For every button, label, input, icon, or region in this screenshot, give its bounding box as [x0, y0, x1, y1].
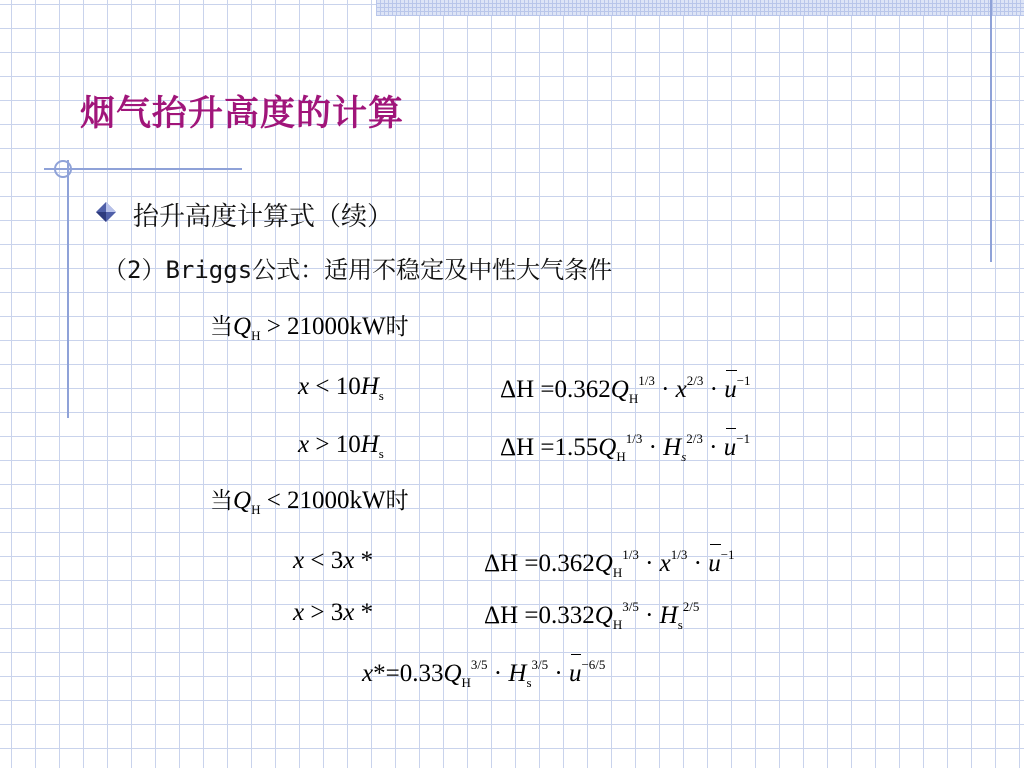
diamond-bullet-icon — [95, 201, 117, 223]
dot: · — [487, 660, 509, 687]
q-sup: 3/5 — [622, 599, 639, 614]
dot: · — [687, 550, 709, 577]
var-x-star: x — [343, 599, 355, 626]
q-sup: 1/3 — [622, 547, 639, 562]
dot: · — [638, 602, 660, 629]
operator: > 3 — [304, 599, 344, 626]
lhs: ΔH — [484, 550, 519, 577]
subscript-h: H — [251, 502, 261, 517]
row1-condition — [298, 374, 384, 402]
section-subtitle: 抬升高度计算式（续） — [133, 202, 394, 232]
q-sub: H — [461, 675, 471, 690]
row5-equation — [362, 658, 605, 689]
var-x: x — [298, 431, 310, 458]
var2-sup: 2/3 — [686, 431, 703, 446]
u-sup: −1 — [736, 431, 751, 446]
u-sup: −1 — [736, 373, 751, 388]
lhs: ΔH — [500, 376, 535, 403]
q-sub: H — [616, 449, 626, 464]
var2-sup: 3/5 — [531, 657, 549, 672]
q-sub: H — [628, 391, 639, 406]
row3-condition — [293, 548, 373, 573]
subscript-h: H — [251, 328, 261, 343]
var-q: Q — [594, 602, 613, 629]
operator: < 10 — [309, 373, 361, 400]
var-2: H — [508, 660, 527, 687]
coefficient: =1.55 — [534, 434, 599, 461]
var2-sup: 2/3 — [686, 373, 704, 388]
operator: > 10 — [309, 431, 361, 458]
dot: · — [703, 376, 725, 403]
var-x: x — [293, 547, 305, 574]
condition-suffix: 时 — [385, 488, 409, 514]
right-decor-line — [990, 0, 992, 262]
var-x: x — [298, 373, 310, 400]
condition-prefix: 当 — [210, 314, 233, 340]
var2-sub: s — [681, 449, 687, 464]
left-decor-line — [67, 160, 69, 418]
symbol-q: Q — [233, 487, 252, 514]
row4-equation — [484, 600, 699, 631]
var2-sup: 2/5 — [682, 599, 700, 614]
q-sup: 3/5 — [470, 657, 488, 672]
coefficient: =0.332 — [518, 602, 595, 629]
q-sup: 1/3 — [638, 373, 655, 388]
row1-equation — [500, 374, 751, 405]
var-u-bar: u — [723, 434, 737, 461]
var-h: H — [360, 373, 379, 400]
top-decor-band — [376, 0, 1024, 16]
dot: · — [642, 434, 664, 461]
coefficient: =0.362 — [534, 376, 611, 403]
q-sup: 1/3 — [625, 431, 643, 446]
formula-description: （2）Briggs公式：适用不稳定及中性大气条件 — [103, 256, 613, 284]
condition-operator: < 21000kW — [260, 487, 386, 514]
condition-low-heat — [210, 488, 409, 516]
star: * — [354, 547, 374, 574]
operator: < 3 — [304, 547, 344, 574]
dot: · — [654, 376, 676, 403]
coefficient: =0.362 — [518, 550, 595, 577]
var-2: H — [659, 602, 678, 629]
divider-ring-ornament — [54, 160, 72, 178]
coefficient: *=0.33 — [373, 660, 444, 687]
u-sup: −1 — [720, 547, 735, 562]
condition-suffix: 时 — [385, 314, 409, 340]
var-x-star: x — [343, 547, 355, 574]
u-sup: −6/5 — [581, 657, 606, 672]
dot: · — [548, 660, 569, 687]
subscript: s — [378, 446, 384, 461]
var2-sup: 1/3 — [670, 547, 688, 562]
lhs: ΔH — [484, 602, 519, 629]
var-q: Q — [598, 434, 617, 461]
row4-condition — [293, 600, 373, 625]
star: * — [354, 599, 374, 626]
var2-sub: s — [677, 617, 683, 632]
var-u-bar: u — [568, 660, 582, 687]
var-x: x — [293, 599, 305, 626]
condition-prefix: 当 — [210, 488, 233, 514]
q-sub: H — [612, 617, 623, 632]
title-divider-line — [44, 168, 242, 170]
var-u-bar: u — [708, 550, 721, 577]
subscript: s — [378, 388, 384, 403]
row2-equation — [500, 432, 750, 463]
var-q: Q — [610, 376, 629, 403]
dot: · — [638, 550, 660, 577]
var-2: x — [659, 550, 671, 577]
var-q: Q — [443, 660, 462, 687]
condition-operator: > 21000kW — [260, 313, 386, 340]
dot: · — [702, 434, 724, 461]
row2-condition — [298, 432, 384, 460]
lhs: x — [362, 660, 374, 687]
lhs: ΔH — [500, 434, 535, 461]
var-q: Q — [594, 550, 613, 577]
condition-high-heat — [210, 314, 409, 342]
var-u-bar: u — [724, 376, 737, 403]
var2-sub: s — [526, 675, 532, 690]
var-2: H — [663, 434, 682, 461]
var-2: x — [675, 376, 687, 403]
row3-equation — [484, 548, 735, 579]
symbol-q: Q — [233, 313, 252, 340]
slide-title: 烟气抬升高度的计算 — [80, 93, 405, 134]
var-h: H — [360, 431, 379, 458]
q-sub: H — [612, 565, 623, 580]
